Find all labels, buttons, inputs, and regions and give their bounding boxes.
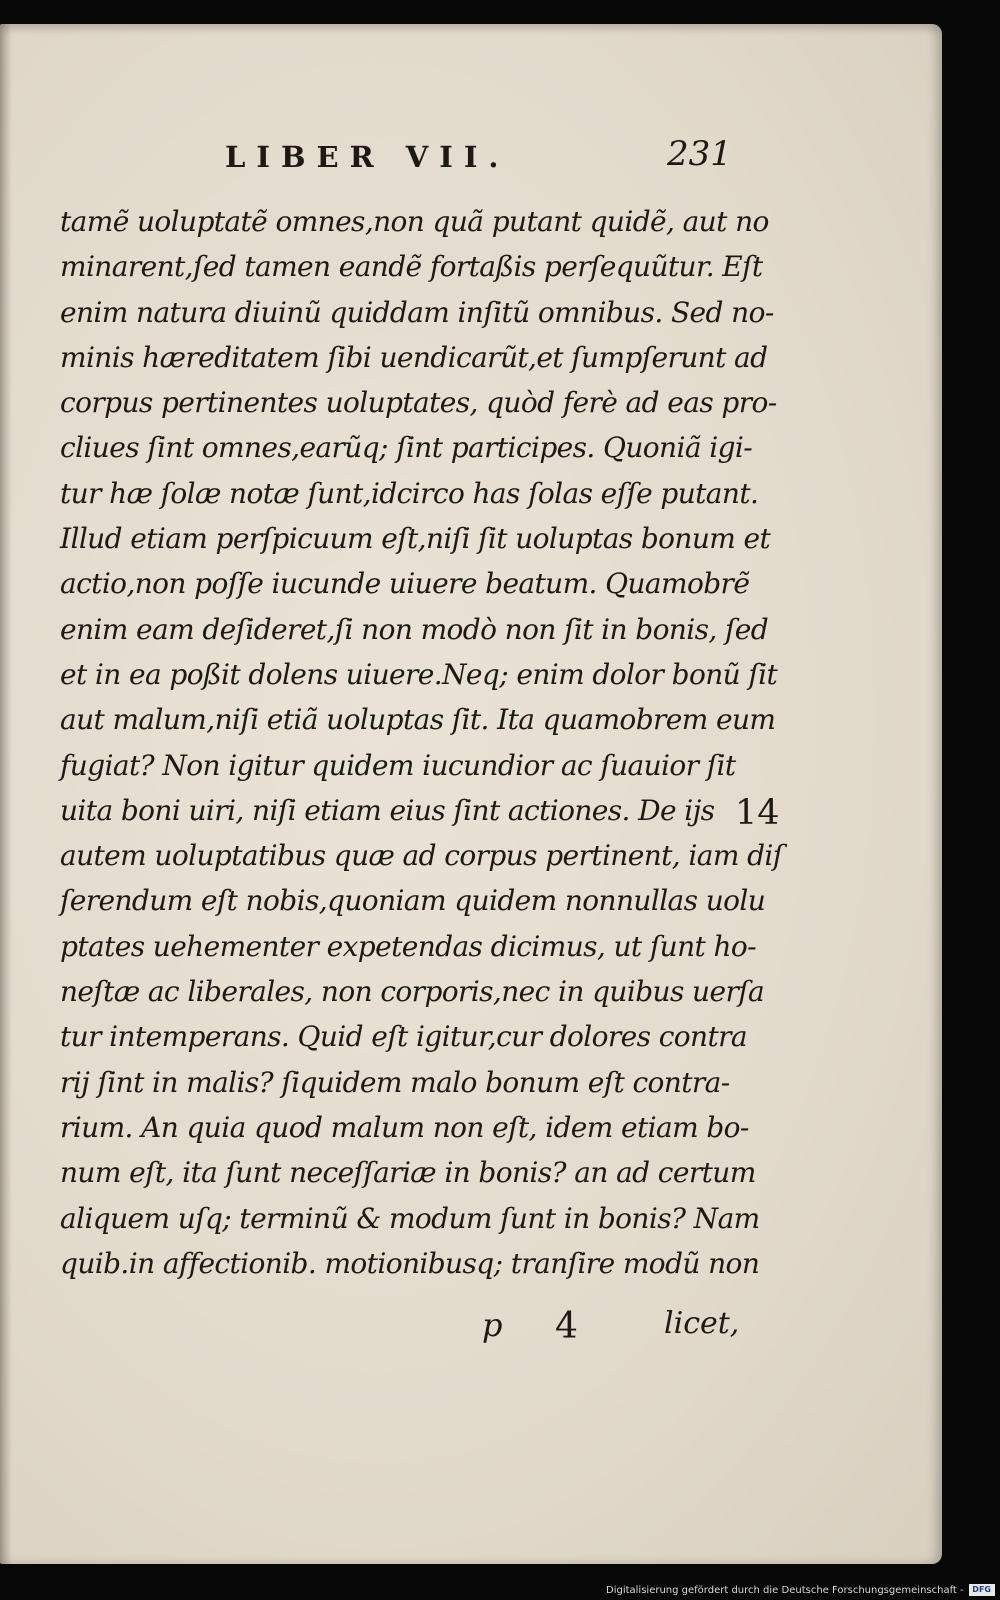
text-line: tur intemperans. Quid eſt igitur,cur dolores contra: [60, 1020, 748, 1054]
dfg-logo: DFG: [969, 1584, 995, 1596]
text-line: tamẽ uoluptatẽ omnes,non quã putant quidẽ, aut no: [60, 205, 769, 238]
text-line: uita boni uiri, niſi etiam eius ſint actiones. De ijs: [60, 793, 715, 827]
text-line: enim natura diuinũ quiddam inſitũ omnibus. Sed no-: [60, 295, 774, 329]
text-line: cliues ſint omnes,earũq; ſint participes. Quoniã igi-: [60, 431, 753, 465]
catchword: licet,: [664, 1306, 740, 1341]
text-line: autem uoluptatibus quæ ad corpus pertinent, iam diſ: [60, 839, 783, 873]
running-title: LIBER VII.: [225, 140, 510, 174]
text-line: minarent,ſed tamen eandẽ fortaßis perſequũtur. Eſt: [60, 250, 763, 284]
text-line: corpus pertinentes uoluptates, quòd ferè ad eas pro-: [60, 386, 777, 420]
text-line: tur hæ ſolæ notæ ſunt,idcirco has ſolas eſſe putant.: [60, 476, 759, 510]
text-line: aut malum,niſi etiã uoluptas ſit. Ita quamobrem eum: [60, 703, 776, 737]
text-line: aliquem uſq; terminũ & modum ſunt in bonis? Nam: [60, 1201, 760, 1235]
text-line: enim eam deſideret,ſi non modò non ſit in bonis, ſed: [60, 612, 769, 646]
text-line: fugiat? Non igitur quidem iucundior ac ſuauior ſit: [60, 748, 736, 782]
text-line: actio,non poſſe iucunde uiuere beatum. Quamobrẽ: [60, 567, 750, 601]
credit-text: Digitalisierung gefördert durch die Deutsche Forschungsgemeinschaft -: [606, 1584, 964, 1596]
signature-mark: p: [482, 1306, 503, 1344]
text-line: quib.in affectionib. motionibusq; tranſire modũ non: [60, 1246, 760, 1280]
text-line: num eſt, ita ſunt neceſſariæ in bonis? an ad certum: [60, 1156, 756, 1190]
signature-number: 4: [555, 1306, 578, 1347]
text-line: ſerendum eſt nobis,quoniam quidem nonnullas uolu: [60, 884, 766, 918]
page-gutter-shadow: [0, 24, 12, 1564]
text-line: neſtæ ac liberales, non corporis,nec in quibus uerſa: [60, 975, 765, 1009]
text-line: ptates uehementer expetendas dicimus, ut ſunt ho-: [60, 929, 757, 963]
text-line: rij ſint in malis? ſiquidem malo bonum eſt contra-: [60, 1065, 730, 1099]
text-line: et in ea poßit dolens uiuere.Neq; enim dolor bonũ ſit: [60, 657, 778, 691]
page-number: 231: [667, 134, 732, 174]
margin-section-number: 14: [735, 793, 780, 833]
text-line: minis hæreditatem ſibi uendicarũt,et ſumpſerunt ad: [60, 340, 768, 374]
text-line: rium. An quia quod malum non eſt, idem etiam bo-: [60, 1110, 749, 1144]
text-line: Illud etiam perſpicuum eſt,niſi ſit uoluptas bonum et: [60, 522, 771, 556]
digitization-credit: [606, 1583, 995, 1597]
